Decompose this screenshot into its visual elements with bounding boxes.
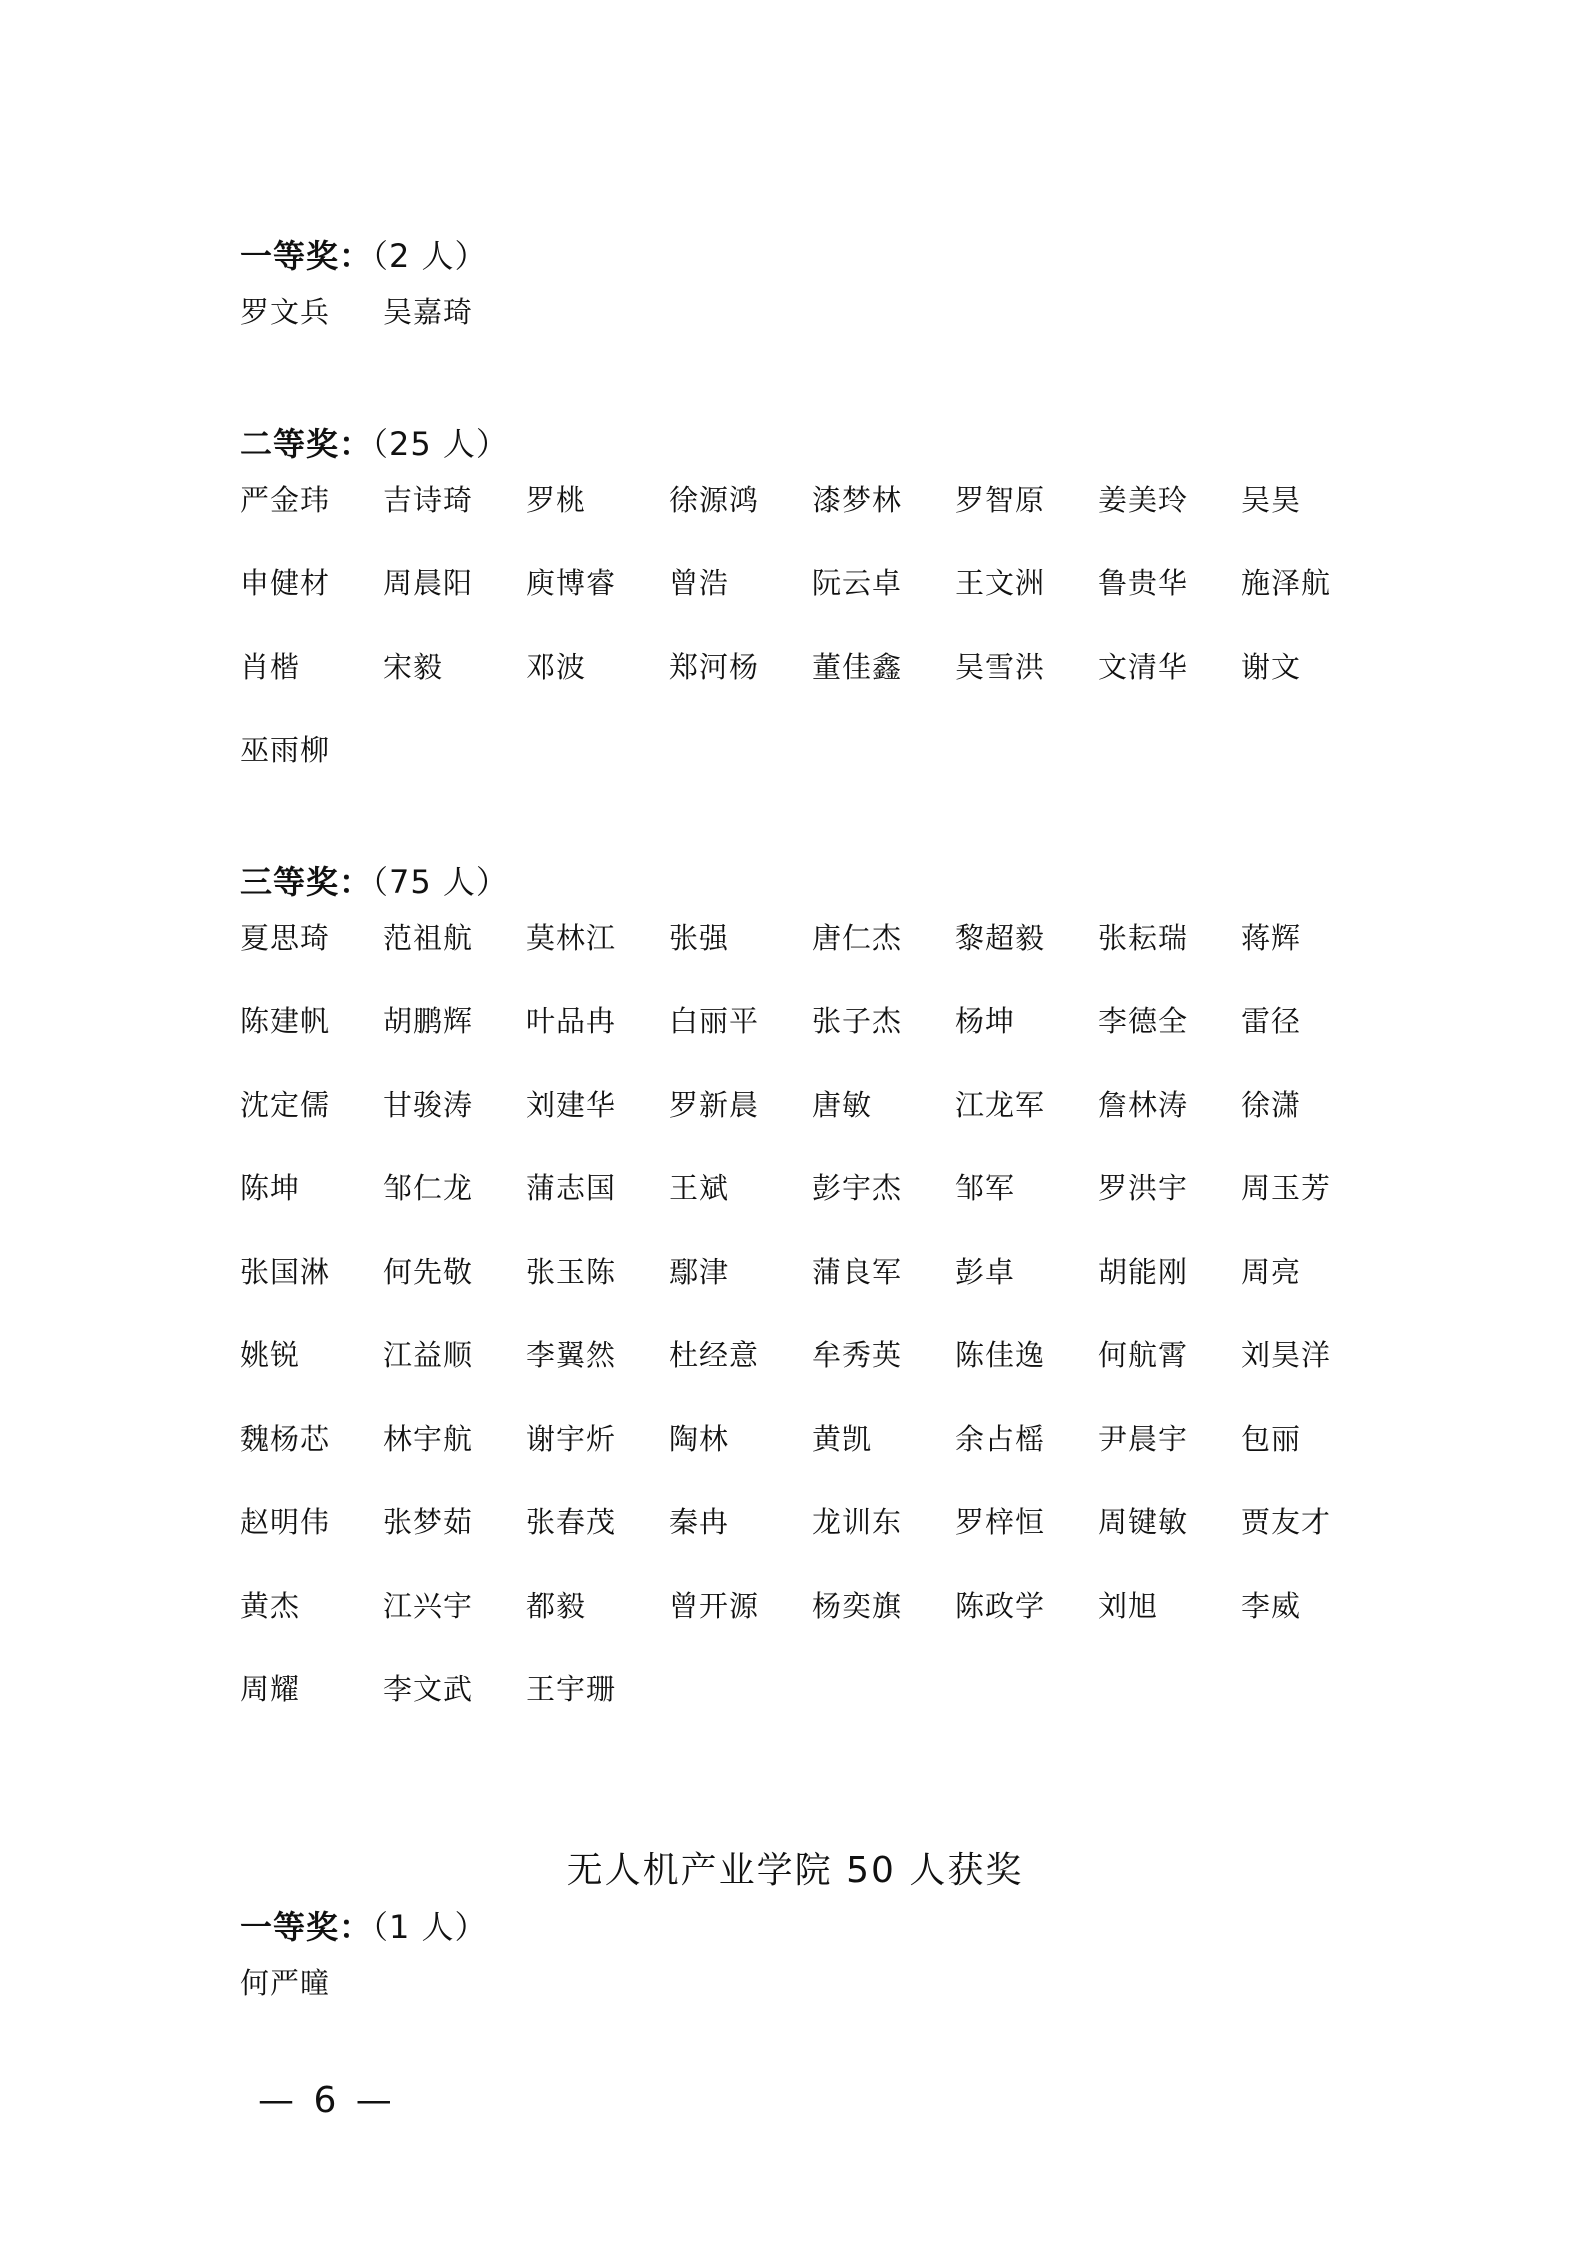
awardee-name: 姜美玲 bbox=[1098, 482, 1189, 517]
awardee-name: 张耘瑞 bbox=[1098, 920, 1189, 955]
awardee-name: 张国淋 bbox=[240, 1254, 331, 1289]
awardee-name: 黎超毅 bbox=[955, 920, 1046, 955]
awardee-name: 莫林江 bbox=[526, 920, 617, 955]
awardee-name: 尹晨宇 bbox=[1098, 1421, 1189, 1456]
awardee-name: 唐仁杰 bbox=[812, 920, 903, 955]
awardee-name: 申健材 bbox=[240, 566, 331, 600]
awardee-name: 蒋辉 bbox=[1241, 920, 1302, 955]
awardee-name: 陈建帆 bbox=[240, 1004, 331, 1038]
awardee-name: 严金玮 bbox=[240, 482, 331, 517]
awardee-name: 何航霄 bbox=[1098, 1338, 1189, 1372]
second-prize-heading: 二等奖：（25 人） bbox=[240, 424, 509, 463]
awardee-name: 李翼然 bbox=[526, 1338, 617, 1372]
awardee-name: 姚锐 bbox=[240, 1338, 301, 1372]
awardee-name: 胡鹏辉 bbox=[383, 1004, 474, 1038]
awardee-name: 张强 bbox=[669, 920, 730, 955]
awardee-name: 甘骏涛 bbox=[383, 1087, 474, 1122]
awardee-name: 蒲良军 bbox=[812, 1254, 903, 1289]
awardee-name: 吴嘉琦 bbox=[383, 295, 474, 329]
first-prize-heading: 一等奖：（2 人） bbox=[240, 237, 488, 275]
awardee-name: 肖楷 bbox=[240, 649, 301, 684]
awardee-name: 包丽 bbox=[1241, 1421, 1302, 1456]
awardee-name: 周耀 bbox=[240, 1672, 301, 1706]
awardee-name: 罗洪宇 bbox=[1098, 1171, 1189, 1205]
awardee-name: 陈政学 bbox=[955, 1588, 1046, 1623]
third-prize-heading: 三等奖：（75 人） bbox=[240, 862, 509, 901]
awardee-name: 周晨阳 bbox=[383, 566, 474, 600]
awardee-name: 王斌 bbox=[669, 1171, 730, 1205]
awardee-name: 龙训东 bbox=[812, 1505, 903, 1539]
awardee-name: 江龙军 bbox=[955, 1087, 1046, 1122]
awardee-name: 宋毅 bbox=[383, 649, 444, 684]
awardee-name: 邹军 bbox=[955, 1171, 1016, 1205]
awardee-name: 叶品冉 bbox=[526, 1004, 617, 1038]
awardee-name: 李威 bbox=[1241, 1588, 1302, 1623]
awardee-name: 罗桃 bbox=[526, 482, 587, 517]
awardee-name: 杨奕旗 bbox=[812, 1588, 903, 1623]
awardee-name: 赵明伟 bbox=[240, 1505, 331, 1539]
awardee-name: 陈佳逸 bbox=[955, 1338, 1046, 1372]
awardee-name: 雷径 bbox=[1241, 1004, 1302, 1038]
awardee-name: 贾友才 bbox=[1241, 1505, 1332, 1539]
awardee-name: 胡能刚 bbox=[1098, 1254, 1189, 1289]
awardee-name: 刘旭 bbox=[1098, 1588, 1159, 1623]
awardee-name: 黄凯 bbox=[812, 1421, 873, 1456]
awardee-name: 施泽航 bbox=[1241, 566, 1332, 600]
awardee-name: 曾浩 bbox=[669, 566, 730, 600]
awardee-name: 徐潇 bbox=[1241, 1087, 1302, 1122]
awardee-name: 唐敏 bbox=[812, 1087, 873, 1122]
awardee-name: 鲁贵华 bbox=[1098, 566, 1189, 600]
awardee-name: 余占榣 bbox=[955, 1421, 1046, 1456]
awardee-name: 张子杰 bbox=[812, 1004, 903, 1038]
awardee-name: 秦冉 bbox=[669, 1505, 730, 1539]
awardee-name: 杨坤 bbox=[955, 1004, 1016, 1038]
awardee-name: 陶林 bbox=[669, 1421, 730, 1456]
awardee-name: 范祖航 bbox=[383, 920, 474, 955]
awardee-name: 杜经意 bbox=[669, 1338, 760, 1372]
awardee-name: 王宇珊 bbox=[526, 1672, 617, 1706]
awardee-name: 何严曈 bbox=[240, 1965, 331, 2000]
awardee-name: 沈定儒 bbox=[240, 1087, 331, 1122]
awardee-name: 林宇航 bbox=[383, 1421, 474, 1456]
awardee-name: 陈坤 bbox=[240, 1171, 301, 1205]
awardee-name: 刘昊洋 bbox=[1241, 1338, 1332, 1372]
awardee-name: 漆梦林 bbox=[812, 482, 903, 517]
awardee-name: 吉诗琦 bbox=[383, 482, 474, 517]
college-title: 无人机产业学院 50 人获奖 bbox=[566, 1849, 1024, 1891]
awardee-name: 庾博睿 bbox=[526, 566, 617, 600]
awardee-name: 都毅 bbox=[526, 1588, 587, 1623]
awardee-name: 李德全 bbox=[1098, 1004, 1189, 1038]
awardee-name: 罗文兵 bbox=[240, 295, 331, 329]
awardee-name: 周键敏 bbox=[1098, 1505, 1189, 1539]
awardee-name: 董佳鑫 bbox=[812, 649, 903, 684]
awardee-name: 谢宇炘 bbox=[526, 1421, 617, 1456]
awardee-name: 徐源鸿 bbox=[669, 482, 760, 517]
awardee-name: 彭卓 bbox=[955, 1254, 1016, 1289]
awardee-name: 阮云卓 bbox=[812, 566, 903, 600]
awardee-name: 周亮 bbox=[1241, 1254, 1302, 1289]
awardee-name: 巫雨柳 bbox=[240, 733, 331, 767]
awardee-name: 黄杰 bbox=[240, 1588, 301, 1623]
award-list bbox=[240, 228, 1390, 2038]
awardee-name: 詹林涛 bbox=[1098, 1087, 1189, 1122]
awardee-name: 张玉陈 bbox=[526, 1254, 617, 1289]
awardee-name: 吴雪洪 bbox=[955, 649, 1046, 684]
awardee-name: 夏思琦 bbox=[240, 920, 331, 955]
awardee-name: 彭宇杰 bbox=[812, 1171, 903, 1205]
awardee-name: 谢文 bbox=[1241, 649, 1302, 684]
awardee-name: 牟秀英 bbox=[812, 1338, 903, 1372]
awardee-name: 邹仁龙 bbox=[383, 1171, 474, 1205]
awardee-name: 江益顺 bbox=[383, 1338, 474, 1372]
awardee-name: 鄢津 bbox=[669, 1254, 730, 1289]
awardee-name: 王文洲 bbox=[955, 566, 1046, 600]
college-first-prize-heading: 一等奖：（1 人） bbox=[240, 1907, 488, 1946]
awardee-name: 张春茂 bbox=[526, 1505, 617, 1539]
awardee-name: 邓波 bbox=[526, 649, 587, 684]
awardee-name: 文清华 bbox=[1098, 649, 1189, 684]
awardee-name: 何先敬 bbox=[383, 1254, 474, 1289]
college-first-prize-names bbox=[240, 1955, 1390, 2039]
awardee-name: 罗智原 bbox=[955, 482, 1046, 517]
awardee-name: 张梦茹 bbox=[383, 1505, 474, 1539]
awardee-name: 吴昊 bbox=[1241, 482, 1302, 517]
awardee-name: 郑河杨 bbox=[669, 649, 760, 684]
awardee-name: 罗新晨 bbox=[669, 1087, 760, 1122]
third-prize-names bbox=[240, 910, 1390, 1745]
awardee-name: 蒲志国 bbox=[526, 1171, 617, 1205]
awardee-name: 刘建华 bbox=[526, 1087, 617, 1122]
awardee-name: 曾开源 bbox=[669, 1588, 760, 1623]
awardee-name: 李文武 bbox=[383, 1672, 474, 1706]
awardee-name: 罗梓恒 bbox=[955, 1505, 1046, 1539]
first-prize-names bbox=[240, 284, 1390, 368]
awardee-name: 白丽平 bbox=[669, 1004, 760, 1038]
page-number: — 6 — bbox=[258, 2080, 396, 2121]
awardee-name: 魏杨芯 bbox=[240, 1421, 331, 1456]
awardee-name: 江兴宇 bbox=[383, 1588, 474, 1623]
awardee-name: 周玉芳 bbox=[1241, 1171, 1332, 1205]
second-prize-names bbox=[240, 472, 1390, 806]
